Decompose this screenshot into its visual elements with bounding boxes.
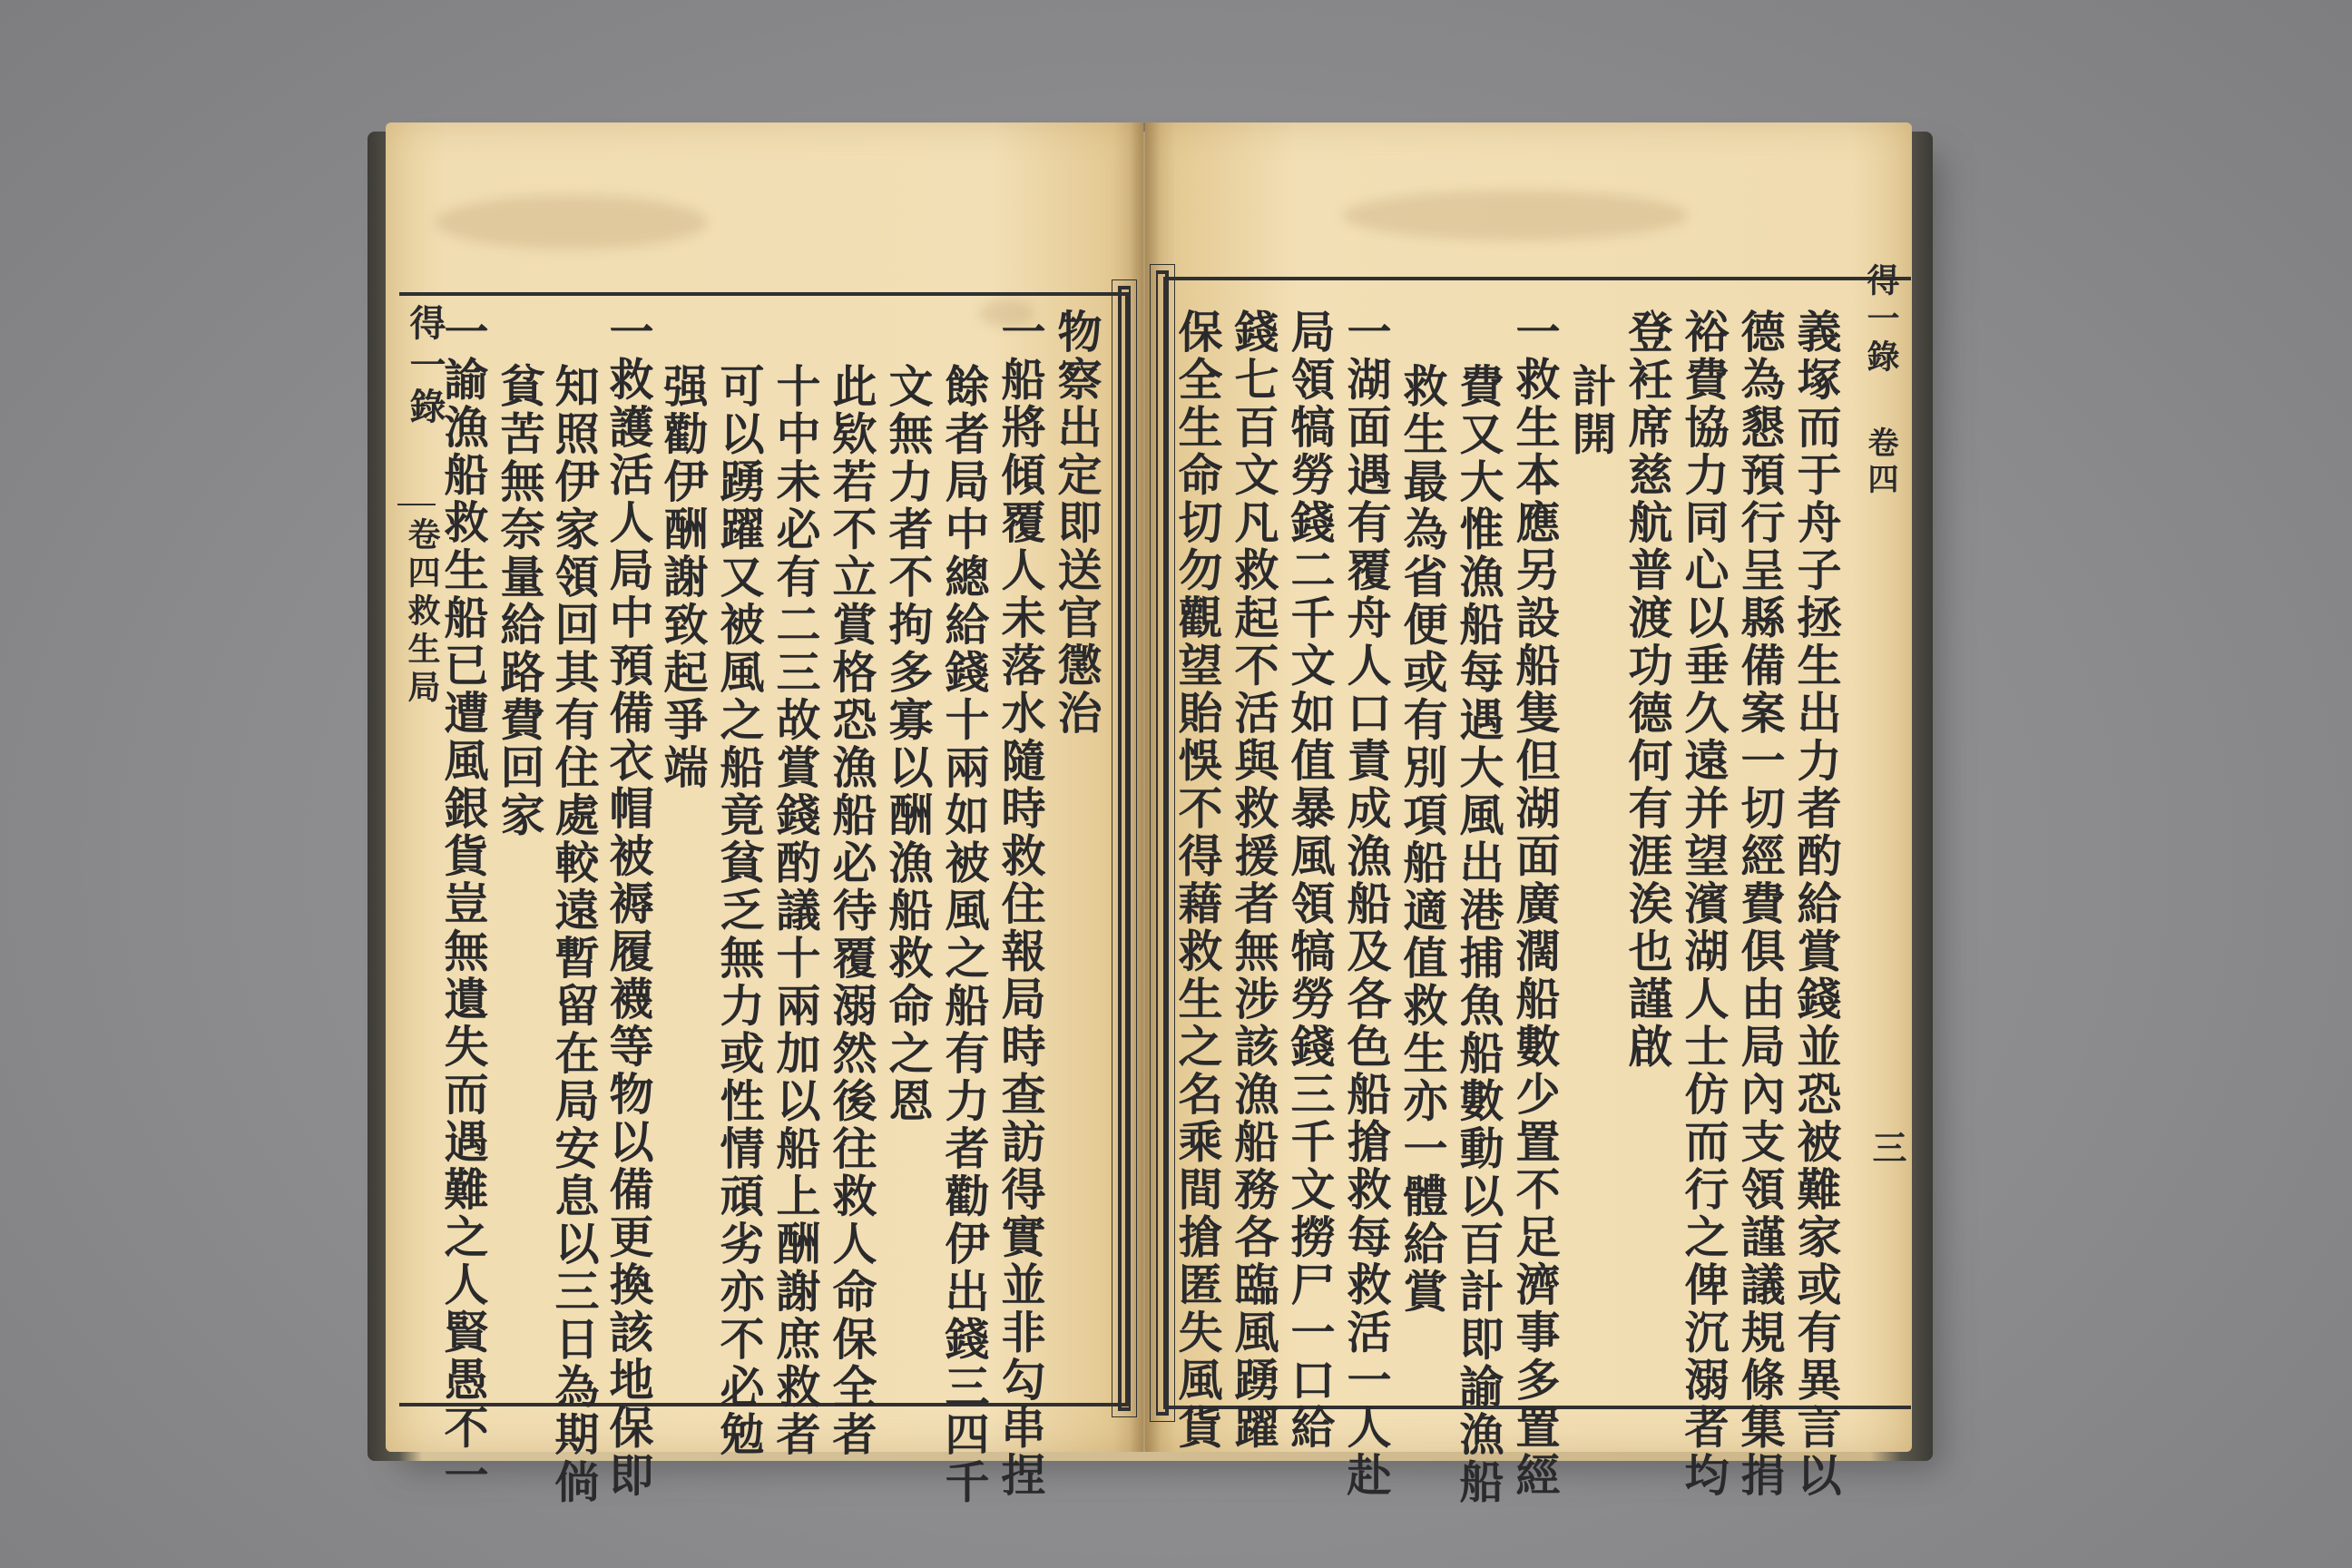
right-column-7: 一救生本應另設船隻但湖面廣濶船數少置不足濟事多置經 [1509, 309, 1562, 1500]
left-column-2: 貧苦無奈量給路費回家 [494, 363, 546, 839]
left-margin-chapter: 卷四救生局 [403, 517, 441, 708]
right-column-11: 德為懇預行呈縣備案一切經費俱由局內支領謹議規條集捐 [1734, 309, 1787, 1500]
right-column-4: 一湖面遇有覆舟人口責成漁船及各色船搶救每救活一人赴 [1340, 309, 1393, 1500]
left-column-11: 一船將傾覆人未落水隨時救住報局時查訪得實並非勾串捏 [995, 309, 1047, 1500]
left-margin-divider [397, 504, 436, 505]
left-column-7: 十中未必有二三故賞錢酌議十兩加以船上酬謝庶救者 [769, 363, 822, 1459]
right-column-9: 登衽席慈航普渡功德何有涯涘也謹啟 [1622, 309, 1674, 1071]
left-column-9: 文無力者不拘多寡以酬漁船救命之恩 [882, 363, 935, 1125]
left-column-4: 一救護活人局中預備衣帽被褥履襪等物以備更換該地保即 [603, 309, 655, 1500]
left-column-12: 物察出定即送官懲治 [1051, 309, 1103, 738]
stain-right-top [1343, 191, 1688, 240]
right-column-2: 錢七百文凡救起不活與救援者無涉該漁船務各臨風踴躍 [1228, 309, 1280, 1452]
left-column-6: 可以踴躍又被風之船竟貧乏無力或性情頑劣亦不必勉 [713, 363, 766, 1459]
right-margin-chapter: 卷四 [1862, 426, 1898, 499]
left-column-8: 此欵若不立賞格恐漁船必待覆溺然後往救人命保全者 [826, 363, 878, 1459]
right-column-12: 義塚而于舟子拯生出力者酌給賞錢並恐被難家或有異言以 [1790, 309, 1843, 1500]
stain-left-top [436, 195, 708, 250]
right-column-6: 費又大惟漁船每遇大風出港捕魚船數動以百計即諭漁船 [1453, 363, 1505, 1506]
left-frame-inner-rule [1118, 286, 1131, 1411]
left-column-3: 知照伊家領回其有住處較遠暫留在局安息以三日為期倘 [548, 363, 601, 1506]
right-folio-number: 三 [1867, 1130, 1907, 1164]
right-frame-inner-rule [1156, 270, 1169, 1416]
right-column-5: 救生最為省便或有別項船適值救生亦一體給賞 [1396, 363, 1449, 1316]
left-column-1: 一諭漁船救生船已遭風銀貨豈無遺失而遇難之人賢愚不一 [437, 309, 490, 1500]
right-column-8: 計開 [1565, 363, 1618, 458]
right-column-1: 保全生命切勿觀望貽悞不得藉救生之名乘間搶匿失風貨 [1171, 309, 1224, 1452]
left-column-5: 强勸伊酬謝致起爭端 [657, 363, 710, 792]
left-margin-title: 得一錄 [404, 304, 446, 429]
right-margin-title: 得一錄 [1862, 263, 1900, 377]
right-column-3: 局領犒勞錢二千文如值暴風領犒勞錢三千文撈尸一口給 [1284, 309, 1337, 1452]
left-column-10: 餘者局中總給錢十兩如被風之船有力者勸伊出錢三四千 [938, 363, 991, 1506]
right-column-10: 裕費協力同心以垂久遠并望濱湖人士仿而行之俾沉溺者均 [1678, 309, 1730, 1500]
